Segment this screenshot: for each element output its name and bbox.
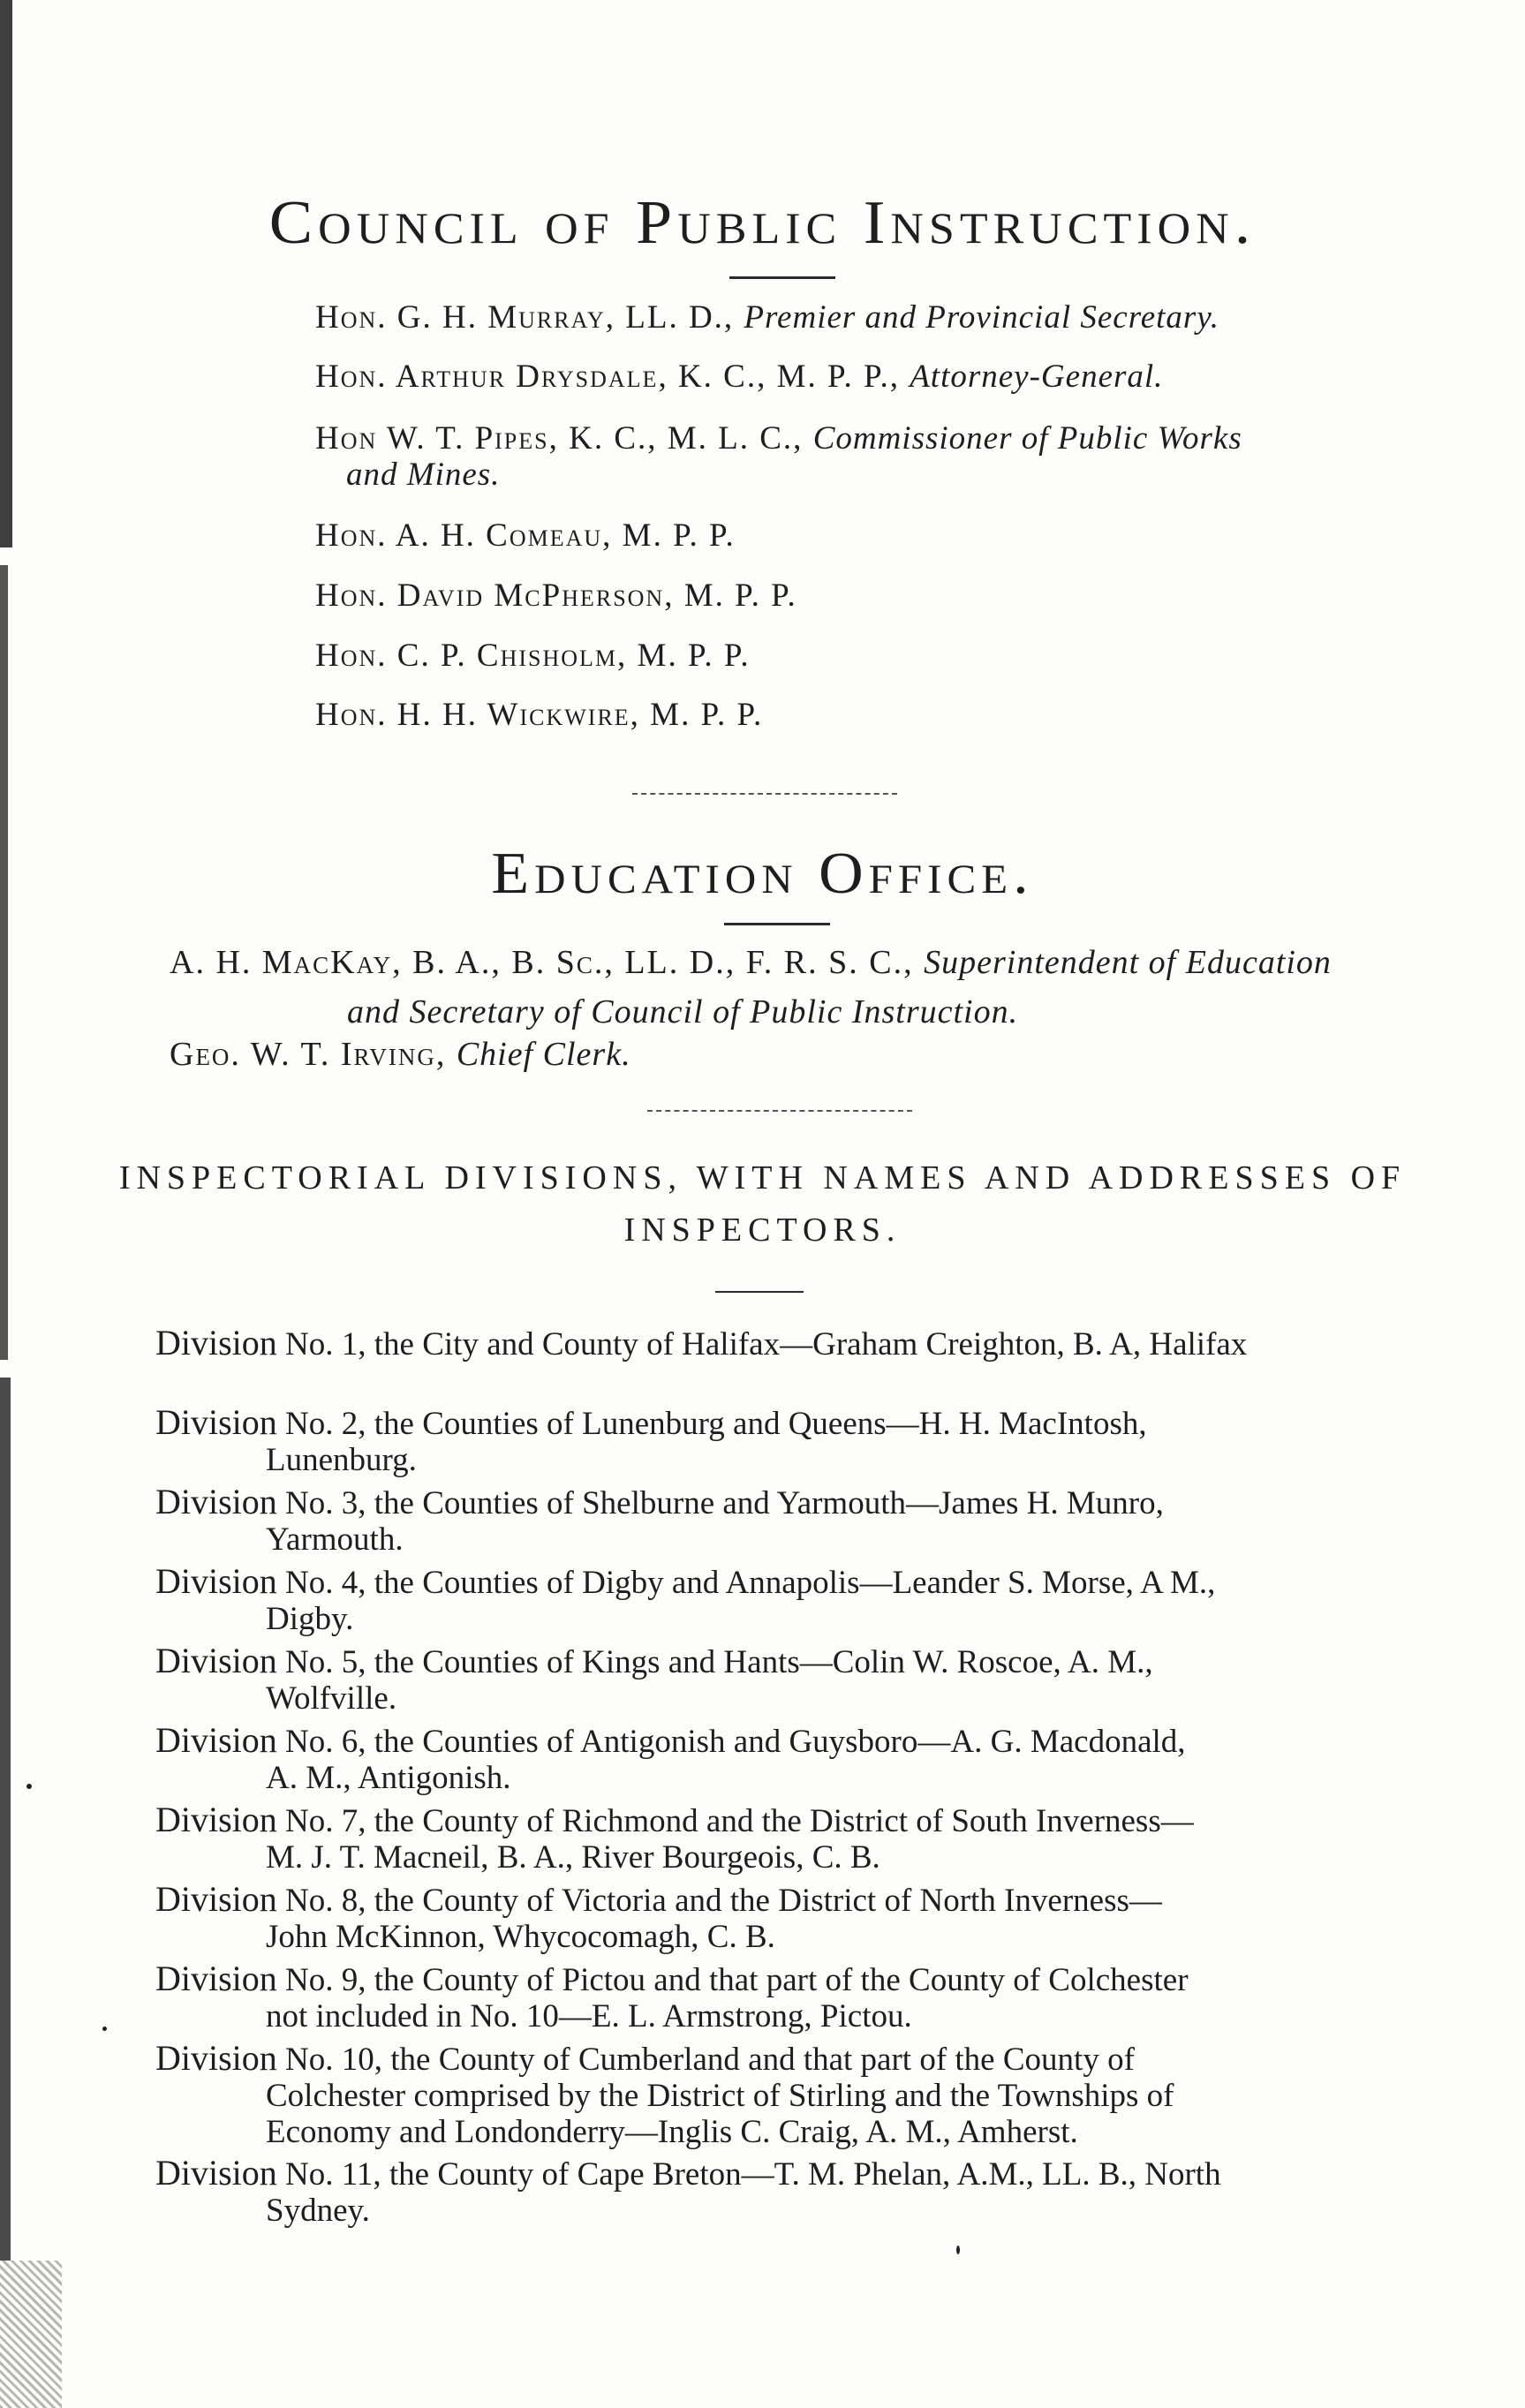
superintendent-role-cont: and Secretary of Council of Public Instruction. xyxy=(347,993,1019,1030)
council-member-role-cont: and Mines. xyxy=(346,457,501,493)
scan-edge-shadow xyxy=(0,1378,11,2261)
council-member: Hon. A. H. Comeau, M. P. P. xyxy=(315,517,736,554)
clerk-entry: Geo. W. T. Irving, Chief Clerk. xyxy=(170,1036,631,1073)
inspectorial-title-line2: INSPECTORS. xyxy=(623,1212,902,1249)
division-entry: Division No. 5, the Counties of Kings and Hants—Colin W. Roscoe, A. M., Wolfville. xyxy=(155,1641,1153,1717)
education-office-title: Education Office. xyxy=(491,841,1034,907)
scan-speck xyxy=(956,2246,960,2254)
council-member: Hon. Arthur Drysdale, K. C., M. P. P., Attorney-General. xyxy=(315,359,1164,395)
scan-edge-noise xyxy=(0,2261,62,2408)
council-title: Council of Public Instruction. xyxy=(268,188,1257,257)
council-member: Hon. David McPherson, M. P. P. xyxy=(315,577,797,614)
title-underline xyxy=(729,276,835,279)
superintendent-entry: A. H. MacKay, B. A., B. Sc., LL. D., F. R. S. C., Superintendent of Education xyxy=(170,944,1332,981)
section-divider xyxy=(647,1110,912,1112)
division-entry: Division No. 9, the County of Pictou and that part of the County of Colchester not included in No. 10—E. L. Armstrong, Pictou. xyxy=(155,1959,1189,2034)
division-entry: Division No. 2, the Counties of Lunenburg and Queens—H. H. MacIntosh, Lunenburg. xyxy=(155,1402,1147,1478)
council-member: Hon W. T. Pipes, K. C., M. L. C., Commissioner of Public Works xyxy=(315,420,1242,457)
division-entry: Division No. 6, the Counties of Antigonish and Guysboro—A. G. Macdonald, A. M., Antigonish. xyxy=(155,1720,1186,1796)
council-member: Hon. C. P. Chisholm, M. P. P. xyxy=(315,638,751,674)
division-entry: Division No. 4, the Counties of Digby and Annapolis—Leander S. Morse, A M., Digby. xyxy=(155,1561,1216,1637)
council-member: Hon. G. H. Murray, LL. D., Premier and Provincial Secretary. xyxy=(315,299,1219,336)
division-entry: Division No. 10, the County of Cumberland and that part of the County of Colchester comprised by the District of Stirling and the Townships of Economy and Londonderry—Inglis C. Craig, A. M., Amherst. xyxy=(155,2038,1174,2150)
title-underline xyxy=(715,1291,804,1293)
division-entry: Division No. 7, the County of Richmond and the District of South Inverness— M. J. T. Macneil, B. A., River Bourgeois, C. B. xyxy=(155,1800,1194,1876)
division-entry: Division No. 1, the City and County of Halifax—Graham Creighton, B. A, Halifax xyxy=(155,1323,1248,1363)
title-underline xyxy=(724,923,830,925)
scan-speck xyxy=(26,1784,32,1789)
inspectorial-title-line1: INSPECTORIAL DIVISIONS, WITH NAMES AND ADDRESSES OF xyxy=(118,1159,1407,1196)
section-divider xyxy=(632,793,897,795)
scan-speck xyxy=(102,2027,107,2031)
division-entry: Division No. 3, the Counties of Shelburne and Yarmouth—James H. Munro, Yarmouth. xyxy=(155,1482,1164,1558)
division-entry: Division No. 11, the County of Cape Breton—T. M. Phelan, A.M., LL. B., North Sydney. xyxy=(155,2153,1221,2229)
scan-edge-shadow xyxy=(0,0,12,547)
division-entry: Division No. 8, the County of Victoria and the District of North Inverness— John McKinnon, Whycocomagh, C. B. xyxy=(155,1879,1162,1955)
council-member: Hon. H. H. Wickwire, M. P. P. xyxy=(315,697,764,733)
